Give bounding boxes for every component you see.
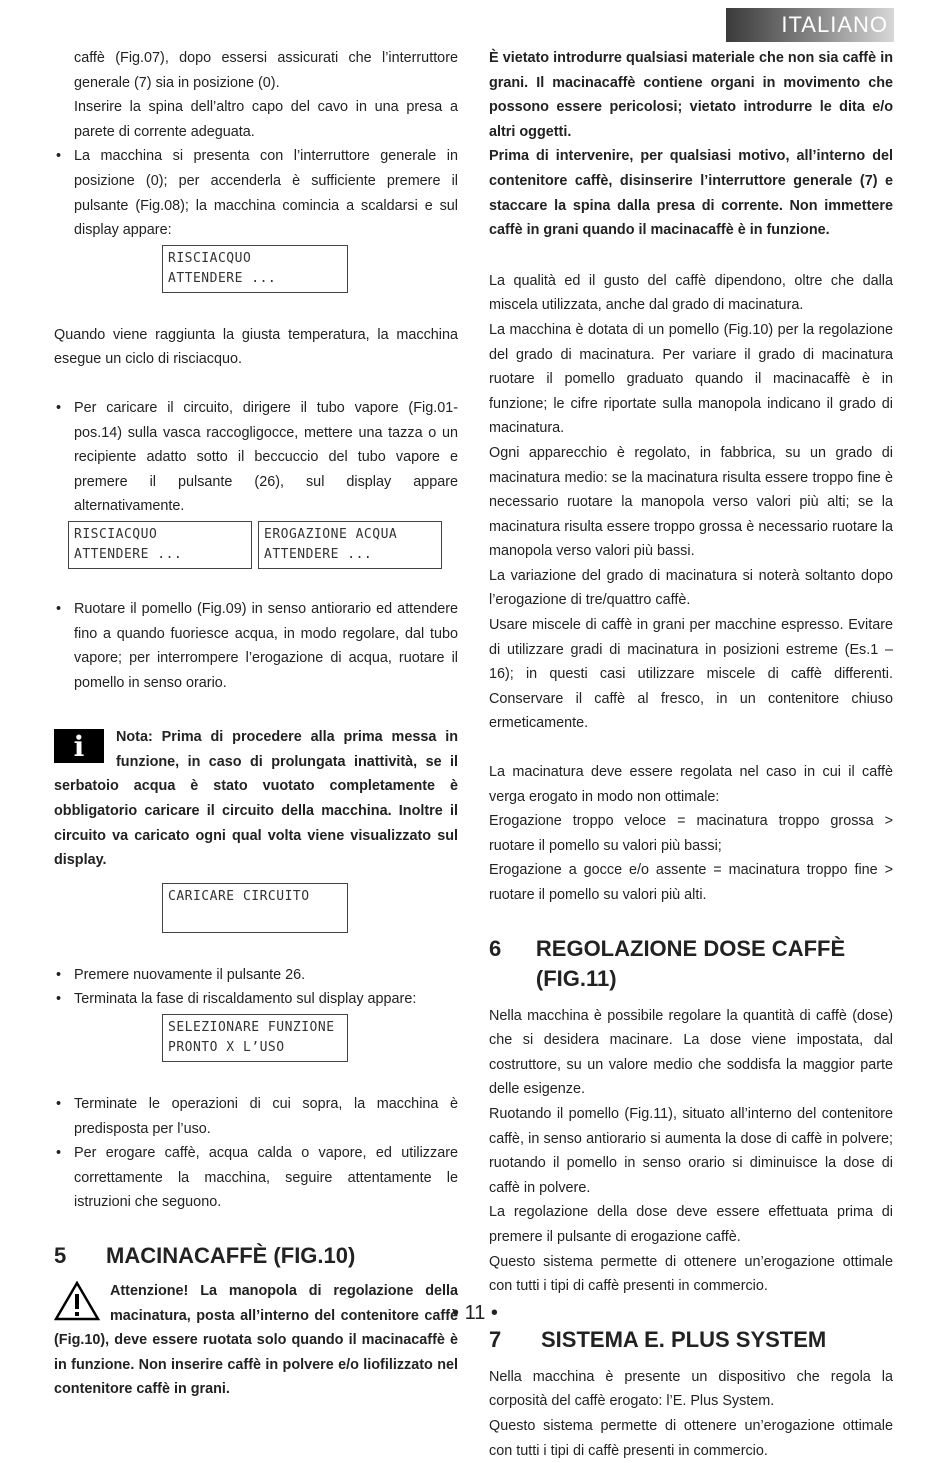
right-column xyxy=(489,46,893,1463)
bold-paragraph: Prima di intervenire, per qualsiasi motivo, all’interno del contenitore caffè, disinserire l’interruttore generale (7) e staccare la spina dalla presa di corrente. Non immettere caffè in grani quando il macinacaffè è in funzione. xyxy=(489,148,893,239)
paragraph: Ruotando il pomello (Fig.11), situato all’interno del contenitore caffè, in senso antiorario si aumenta la dose di caffè in polvere; ruotando il pomello in senso orario si diminuisce la dose di caffè in polvere. xyxy=(489,1105,893,1196)
display-line: PRONTO X L’USO xyxy=(168,1040,285,1056)
bullet-list xyxy=(54,144,458,242)
section-heading xyxy=(54,1241,458,1271)
section-number: 6 xyxy=(489,935,502,961)
display-line: RISCIACQUO xyxy=(168,250,252,266)
display-box xyxy=(162,883,348,933)
paragraph: La macinatura deve essere regolata nel caso in cui il caffè verga erogato in modo non ottimale: xyxy=(489,764,893,805)
paragraph: Quando viene raggiunta la giusta temperatura, la macchina esegue un ciclo di risciacquo. xyxy=(54,326,458,368)
display-box xyxy=(68,521,252,569)
bullet-list xyxy=(54,597,458,695)
intro-paragraph-2: Inserire la spina dell’altro capo del cavo in una presa a parete di corrente adeguata. xyxy=(74,99,458,140)
section-heading xyxy=(489,934,893,994)
paragraph: Questo sistema permette di ottenere un’erogazione ottimale con tutti i tipi di caffè presenti in commercio. xyxy=(489,1417,893,1459)
section-title: SISTEMA E. PLUS SYSTEM xyxy=(541,1326,827,1352)
display-box xyxy=(162,245,348,293)
left-column xyxy=(54,46,458,1402)
display-line: ATTENDERE ... xyxy=(74,546,183,562)
paragraph: La qualità ed il gusto del caffè dipendono, oltre che dalla miscela utilizzata, anche dal grado di macinatura. xyxy=(489,272,893,314)
section-number: 5 xyxy=(54,1243,67,1268)
paragraph: Nella macchina è presente un dispositivo che regola la corposità del caffè erogato: l’E. Plus System. xyxy=(489,1368,893,1410)
paragraph: Erogazione a gocce e/o assente = macinatura troppo fine > ruotare il pomello su valori più alti. xyxy=(489,862,893,903)
list-item: • Per erogare caffè, acqua calda o vapore, ed utilizzare correttamente la macchina, seguire attentamente le istruzioni che seguono. xyxy=(54,1141,458,1215)
note-text: Nota: Prima di procedere alla prima messa in funzione, in caso di prolungata inattività, se il serbatoio acqua è stato vuotato completamente è obbligatorio caricare il circuito della macchina. Inoltre il circuito va caricato ogni qual volta viene visualizzato sul display. xyxy=(54,729,458,869)
display-line: CARICARE CIRCUITO xyxy=(168,888,310,904)
paragraph: Usare miscele di caffè in grani per macchine espresso. Evitare di utilizzare gradi di macinatura in posizioni estreme (Es.1 – 16); in questi casi utilizzare miscele di caffè differenti. Conservare il caffè al fresco, in un contenitore chiuso ermeticamente. xyxy=(489,617,893,732)
list-item: • Ruotare il pomello (Fig.09) in senso antiorario ed attendere fino a quando fuoriesce acqua, in modo regolare, dal tubo vapore; per interrompere l’erogazione di acqua, ruotare il pomello in senso orario. xyxy=(54,597,458,695)
section-title: REGOLAZIONE DOSE CAFFÈ (FIG.11) xyxy=(535,935,846,991)
bullet-list xyxy=(54,963,458,1012)
list-item: • Per caricare il circuito, dirigere il tubo vapore (Fig.01-pos.14) sulla vasca raccogligocce, mettere una tazza o un recipiente adatto sotto il beccuccio del tubo vapore e premere il pulsante (26), sul display appare alternativamente. xyxy=(54,396,458,519)
display-box xyxy=(162,1014,348,1062)
bold-paragraph: È vietato introdurre qualsiasi materiale che non sia caffè in grani. Il macinacaffè contiene organi in movimento che possono essere pericolosi; vietato introdurre le dita e/o altri oggetti. xyxy=(489,50,893,140)
display-box xyxy=(258,521,442,569)
paragraph: Ogni apparecchio è regolato, in fabbrica, su un grado di macinatura medio: se la macinatura risulta essere troppo fine è necessario ruotare la manopola verso valori più alti; se la macinatura risulta essere troppo grossa è necessario ruotare la manopola verso valori più bassi. xyxy=(489,444,893,560)
paragraph: Questo sistema permette di ottenere un’erogazione ottimale con tutti i tipi di caffè presenti in commercio. xyxy=(489,1253,893,1295)
paragraph: Erogazione troppo veloce = macinatura troppo grossa > ruotare il pomello su valori più bassi; xyxy=(489,813,893,854)
paragraph: La variazione del grado di macinatura si noterà soltanto dopo l’erogazione di tre/quattro caffè. xyxy=(489,567,893,609)
warning-text: Attenzione! La manopola di regolazione della macinatura, posta all’interno del contenitore caffè (Fig.10), deve essere ruotata solo quando il macinacaffè è in funzione. Non inserire caffè in polvere e/o liofilizzato nel contenitore caffè in grani. xyxy=(54,1283,458,1398)
bullet-list xyxy=(54,396,458,519)
paragraph: La macchina è dotata di un pomello (Fig.10) per la regolazione del grado di macinatura. Per variare il grado di macinatura ruotare il pomello graduato quando il macinacaffè è in funzione; le cifre riportate sulla manopola indicano il grado di macinatura. xyxy=(489,321,893,437)
info-icon: i xyxy=(54,729,104,763)
warning-block xyxy=(54,1279,458,1402)
list-item: • Premere nuovamente il pulsante 26. xyxy=(54,963,458,988)
display-line: EROGAZIONE ACQUA xyxy=(264,526,398,542)
display-line: SELEZIONARE FUNZIONE xyxy=(168,1020,335,1036)
language-label: ITALIANO xyxy=(781,12,888,37)
display-line: ATTENDERE ... xyxy=(264,546,373,562)
display-line: RISCIACQUO xyxy=(74,526,158,542)
intro-paragraph: caffè (Fig.07), dopo essersi assicurati che l’interruttore generale (7) sia in posizione (0). xyxy=(74,50,458,91)
list-item: • La macchina si presenta con l’interruttore generale in posizione (0); per accenderla è sufficiente premere il pulsante (Fig.08); la macchina comincia a scaldarsi e sul display appare: xyxy=(54,144,458,242)
display-pair xyxy=(68,521,458,569)
section-number: 7 xyxy=(489,1326,502,1352)
page-number: • 11 • xyxy=(452,1302,498,1324)
paragraph: Nella macchina è possibile regolare la quantità di caffè (dose) che si desidera macinare. La dose viene impostata, dal costruttore, su un valore medio che soddisfa la maggior parte delle esigenze. xyxy=(489,1007,893,1098)
list-item: • Terminate le operazioni di cui sopra, la macchina è predisposta per l’uso. xyxy=(54,1092,458,1141)
note-block xyxy=(54,725,458,873)
section-heading xyxy=(489,1325,893,1355)
paragraph: La regolazione della dose deve essere effettuata prima di premere il pulsante di erogazione caffè. xyxy=(489,1204,893,1245)
bullet-list xyxy=(54,1092,458,1215)
display-line: ATTENDERE ... xyxy=(168,270,277,286)
language-badge xyxy=(726,8,894,42)
list-item: • Terminata la fase di riscaldamento sul display appare: xyxy=(54,987,458,1012)
section-title: MACINACAFFÈ (FIG.10) xyxy=(106,1243,356,1268)
